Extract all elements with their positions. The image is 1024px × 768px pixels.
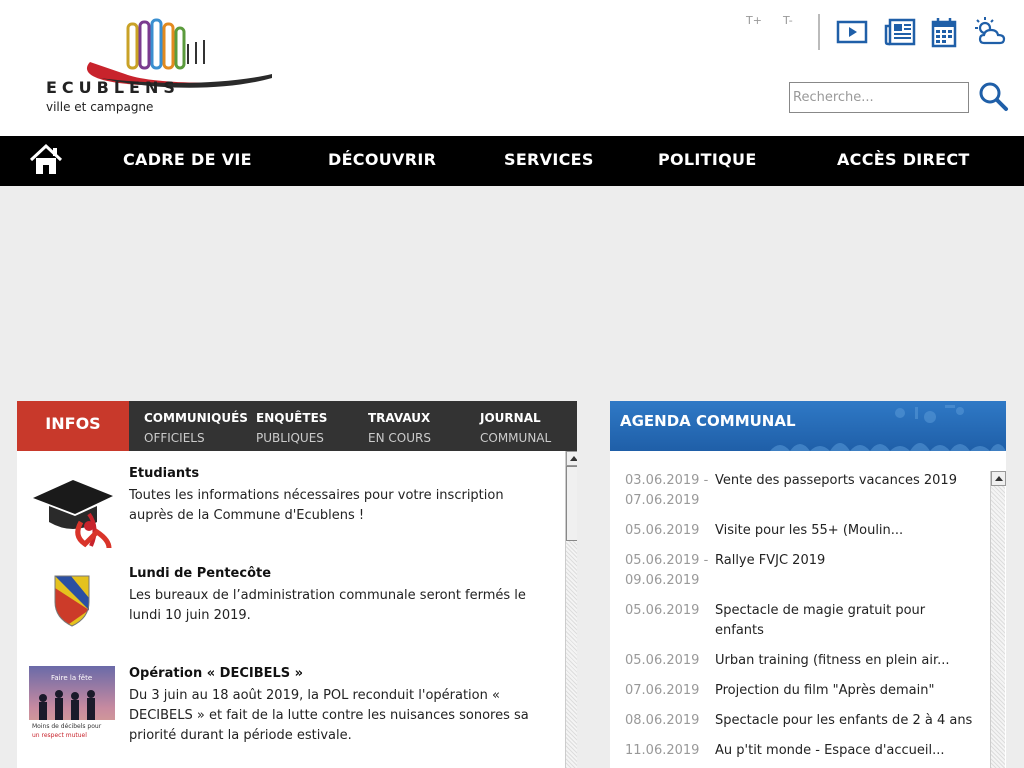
event-title[interactable]: Rallye FVJC 2019 <box>715 553 826 568</box>
scroll-thumb[interactable] <box>566 466 577 541</box>
event-date: 05.06.2019 <box>625 603 700 618</box>
logo-subtitle: ville et campagne <box>46 100 154 114</box>
search-button[interactable] <box>977 80 1009 112</box>
search-icon <box>977 80 1009 112</box>
event-title[interactable]: Spectacle pour les enfants de 2 à 4 ans <box>715 713 973 728</box>
agenda-scrollbar[interactable] <box>990 471 1005 768</box>
event-date: 05.06.2019 - 09.06.2019 <box>625 553 709 588</box>
scroll-up-button[interactable] <box>991 471 1006 486</box>
event-date: 08.06.2019 <box>625 713 700 728</box>
header-divider <box>818 14 820 50</box>
tab-communiques-officiels[interactable] <box>144 408 248 448</box>
nav-item-decouvrir[interactable]: DÉCOUVRIR <box>328 150 437 169</box>
decibels-campaign-image <box>29 666 115 750</box>
tab-infos[interactable]: INFOS <box>17 401 129 451</box>
infos-scrollbar[interactable] <box>565 451 577 768</box>
nav-item-acces-direct[interactable]: ACCÈS DIRECT <box>837 150 970 169</box>
calendar-icon[interactable] <box>928 16 962 48</box>
tab-line1: COMMUNIQUÉS <box>144 411 248 425</box>
agenda-title[interactable]: AGENDA COMMUNAL <box>620 412 796 430</box>
decibels-thumb-text: Moins de décibels pour <box>32 723 102 730</box>
text-decrease-button[interactable]: T- <box>783 14 793 27</box>
agenda-event-list <box>610 451 1006 768</box>
news-title[interactable]: Opération « DECIBELS » <box>129 666 304 681</box>
coat-of-arms-image <box>29 566 115 650</box>
agenda-panel <box>610 401 1006 768</box>
event-date: 07.06.2019 <box>625 683 700 698</box>
nav-item-politique[interactable]: POLITIQUE <box>658 150 757 169</box>
search-input[interactable] <box>789 82 969 113</box>
logo-name: ECUBLENS <box>46 78 180 97</box>
event-date: 11.06.2019 <box>625 743 700 758</box>
site-header <box>0 0 1024 136</box>
tab-line1: ENQUÊTES <box>256 411 328 425</box>
news-title[interactable]: Lundi de Pentecôte <box>129 566 272 581</box>
scroll-up-button[interactable] <box>566 451 577 466</box>
text-increase-button[interactable]: T+ <box>746 14 762 27</box>
news-text: Les bureaux de l’administration communale seront fermés le lundi 10 juin 2019. <box>129 588 526 623</box>
tab-line2: EN COURS <box>368 431 431 445</box>
news-title[interactable]: Etudiants <box>129 466 200 481</box>
event-title[interactable]: Au p'tit monde - Espace d'accueil... <box>715 743 945 758</box>
news-text: Toutes les informations nécessaires pour votre inscription auprès de la Commune d'Ecublens ! <box>129 488 504 523</box>
event-title[interactable]: Spectacle de magie gratuit pour enfants <box>715 603 926 638</box>
event-title[interactable]: Projection du film "Après demain" <box>715 683 935 698</box>
infos-panel <box>17 401 577 768</box>
main-nav <box>0 136 1024 186</box>
event-date: 03.06.2019 - 07.06.2019 <box>625 473 709 508</box>
tab-line2: PUBLIQUES <box>256 431 324 445</box>
newspaper-icon[interactable] <box>884 16 918 48</box>
graduation-cap-image <box>29 466 115 550</box>
nav-item-cadre-de-vie[interactable]: CADRE DE VIE <box>123 150 252 169</box>
agenda-header <box>610 401 1006 451</box>
nav-item-services[interactable]: SERVICES <box>504 150 594 169</box>
tab-line2: COMMUNAL <box>480 431 552 445</box>
tab-travaux-en-cours[interactable] <box>368 408 431 448</box>
tab-line1: JOURNAL <box>480 411 541 425</box>
home-button[interactable] <box>28 142 64 178</box>
news-text: Du 3 juin au 18 août 2019, la POL reconduit l'opération « DECIBELS » et fait de la lutte contre les nuisances sonores sa priorité durant la période estivale. <box>129 688 529 743</box>
decibels-thumb-text: Faire la fête <box>51 674 93 682</box>
event-date: 05.06.2019 <box>625 653 700 668</box>
infos-news-list <box>17 451 577 768</box>
event-title[interactable]: Vente des passeports vacances 2019 <box>715 473 957 488</box>
home-icon <box>28 142 64 178</box>
event-title[interactable]: Visite pour les 55+ (Moulin... <box>715 523 904 538</box>
tab-line1: TRAVAUX <box>368 411 431 425</box>
list-item[interactable] <box>625 471 985 511</box>
tab-journal-communal[interactable] <box>480 408 551 448</box>
event-title[interactable]: Urban training (fitness en plein air... <box>715 653 950 668</box>
ecublens-logo[interactable] <box>30 14 280 124</box>
event-date: 05.06.2019 <box>625 523 700 538</box>
decibels-thumb-text: un respect mutuel <box>32 732 87 739</box>
tab-enquetes-publiques[interactable] <box>256 408 327 448</box>
tab-line2: OFFICIELS <box>144 431 205 445</box>
infos-tabs <box>17 401 577 451</box>
video-icon[interactable] <box>836 16 870 48</box>
weather-icon[interactable] <box>972 16 1006 48</box>
